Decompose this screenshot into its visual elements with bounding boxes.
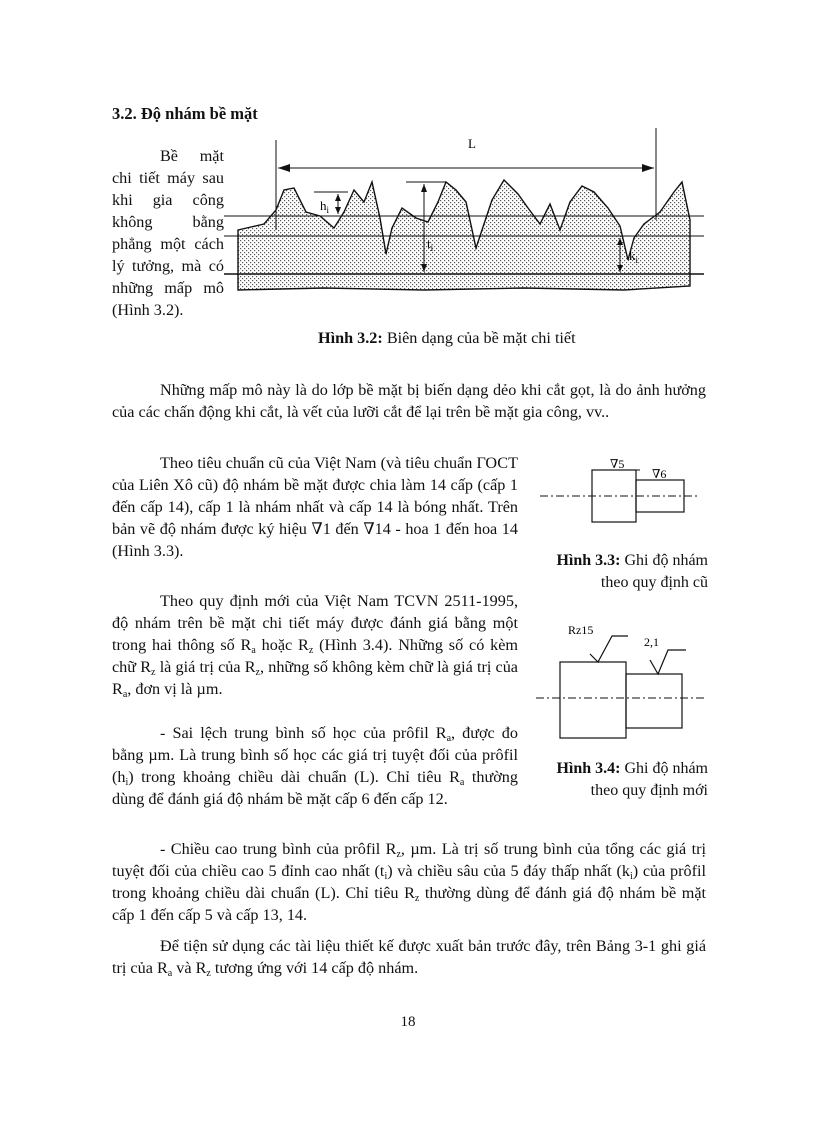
caption-line-2: theo quy định cũ	[600, 574, 708, 591]
label-h: $h_i$	[320, 198, 330, 215]
paragraph-old-standard: Theo tiêu chuẩn cũ của Việt Nam (và tiêu chuẩn ГОСТ của Liên Xô cũ) độ nhám bề mặt được chia làm 14 cấp (cấp 1 đến cấp 14), cấp 1 là nhám nhất và cấp 14 là bóng nhất. Trên bản vẽ độ nhám được ký hiệu ∇1 đến ∇14 - hoa 1 đến hoa 14 (Hình 3.3).	[112, 454, 518, 560]
text: , những số không kèm chữ là giá trị của R	[112, 658, 518, 698]
label-t: $t_i$	[427, 236, 434, 253]
caption-line-1	[494, 758, 708, 780]
sub: z	[414, 893, 420, 904]
caption-label: Hình 3.4:	[556, 760, 621, 777]
page-number: 18	[400, 1014, 416, 1030]
figure-3-4-drawing	[534, 618, 706, 740]
caption-label: Hình 3.2:	[318, 329, 383, 347]
sub: i	[629, 871, 633, 882]
text: , µm. Là trị số trung bình của tổng các giá trị tuyệt đối của chiều cao 5 đỉnh cao nhất (t	[112, 840, 706, 880]
sub: a	[122, 689, 128, 700]
symbol-6: ∇6	[652, 467, 667, 481]
symbol-5: ∇5	[610, 457, 625, 471]
paragraph-causes: Những mấp mô này là do lớp bề mặt bị biến dạng dẻo khi cắt gọt, là do ảnh hưởng của các chấn động khi cắt, là vết của lưỡi cắt để lại trên bề mặt gia công, vv..	[112, 381, 706, 421]
figure-3-3-drawing	[536, 456, 706, 538]
rz-value: Rz15	[568, 623, 594, 637]
sub: z	[206, 968, 211, 979]
paragraph-ra	[112, 722, 518, 810]
text: - Chiều cao trung bình của prôfil R	[160, 840, 397, 858]
sub: z	[151, 667, 156, 678]
figure-3-2-profile	[224, 120, 704, 330]
text: ) trong khoảng chiều dài chuẩn (L). Chỉ tiêu R	[128, 768, 460, 786]
figure-3-3-caption	[510, 550, 708, 594]
caption-text: Biên dạng của bề mặt chi tiết	[382, 329, 576, 347]
paragraph-intro: Bề mặt chi tiết máy sau khi gia công không bằng phẳng một cách lý tưởng, mà có những mấp mô (Hình 3.2).	[112, 147, 224, 319]
shaft-small	[626, 674, 682, 728]
ra-symbol	[650, 650, 686, 674]
sub: z	[396, 849, 401, 860]
sub: z	[255, 667, 260, 678]
text: và R	[172, 959, 207, 977]
caption-label: Hình 3.3:	[556, 552, 621, 569]
caption-text: Ghi độ nhám	[620, 552, 708, 569]
text: - Sai lệch trung bình số học của prôfil R	[160, 724, 447, 742]
paragraph-table-ref	[112, 935, 706, 979]
text: , được đo bằng µm. Là trung bình số học các giá trị tuyệt đối của prôfil (h	[112, 724, 518, 786]
label-k: $k_i$	[629, 248, 639, 265]
sub: a	[251, 645, 256, 656]
text: hoặc R	[255, 636, 309, 654]
text: Theo quy định mới của Việt Nam TCVN 2511-1995, độ nhám trên bề mặt chi tiết máy được đánh giá bằng một trong hai thông số R	[112, 592, 518, 654]
text: tương ứng với 14 cấp độ nhám.	[210, 959, 419, 977]
text: ) của prôfil trong khoảng chiều dài chuẩn (L). Chỉ tiêu R	[112, 862, 706, 902]
text: là giá trị của R	[155, 658, 256, 676]
sub: i	[125, 777, 129, 788]
sub: a	[167, 968, 173, 979]
rz-symbol	[590, 636, 628, 662]
paragraph-new-standard	[112, 590, 518, 700]
text: thường dùng để đánh giá độ nhám bề mặt cấp 1 đến cấp 5 và cấp 13, 14.	[112, 884, 707, 924]
text: Để tiện sử dụng các tài liệu thiết kế được xuất bản trước đây, trên Bảng 3-1 ghi giá trị của R	[112, 937, 706, 977]
section-heading: 3.2. Độ nhám bề mặt	[112, 104, 258, 123]
text: ) và chiều sâu của 5 đáy thấp nhất (k	[387, 862, 630, 880]
caption-text: Ghi độ nhám	[620, 760, 708, 777]
text: (Hình 3.4). Những số có kèm chữ R	[112, 636, 518, 676]
figure-3-2-caption	[318, 327, 576, 349]
paragraph-rz	[112, 838, 706, 926]
shaft-large	[560, 662, 626, 738]
caption-line-1	[510, 550, 708, 572]
ra-value: 2,1	[644, 635, 659, 649]
caption-line-2: theo quy định mới	[590, 782, 708, 799]
sub: i	[384, 871, 388, 882]
label-L: L	[468, 136, 476, 151]
sub: a	[459, 777, 465, 788]
sub: a	[446, 733, 452, 744]
text: thường dùng để đánh giá độ nhám bề mặt cấp 6 đến cấp 12.	[112, 768, 518, 808]
figure-3-4-caption	[494, 758, 708, 802]
sub: z	[308, 645, 314, 656]
shaft-large	[592, 470, 636, 522]
text: , đơn vị là µm.	[127, 680, 223, 698]
